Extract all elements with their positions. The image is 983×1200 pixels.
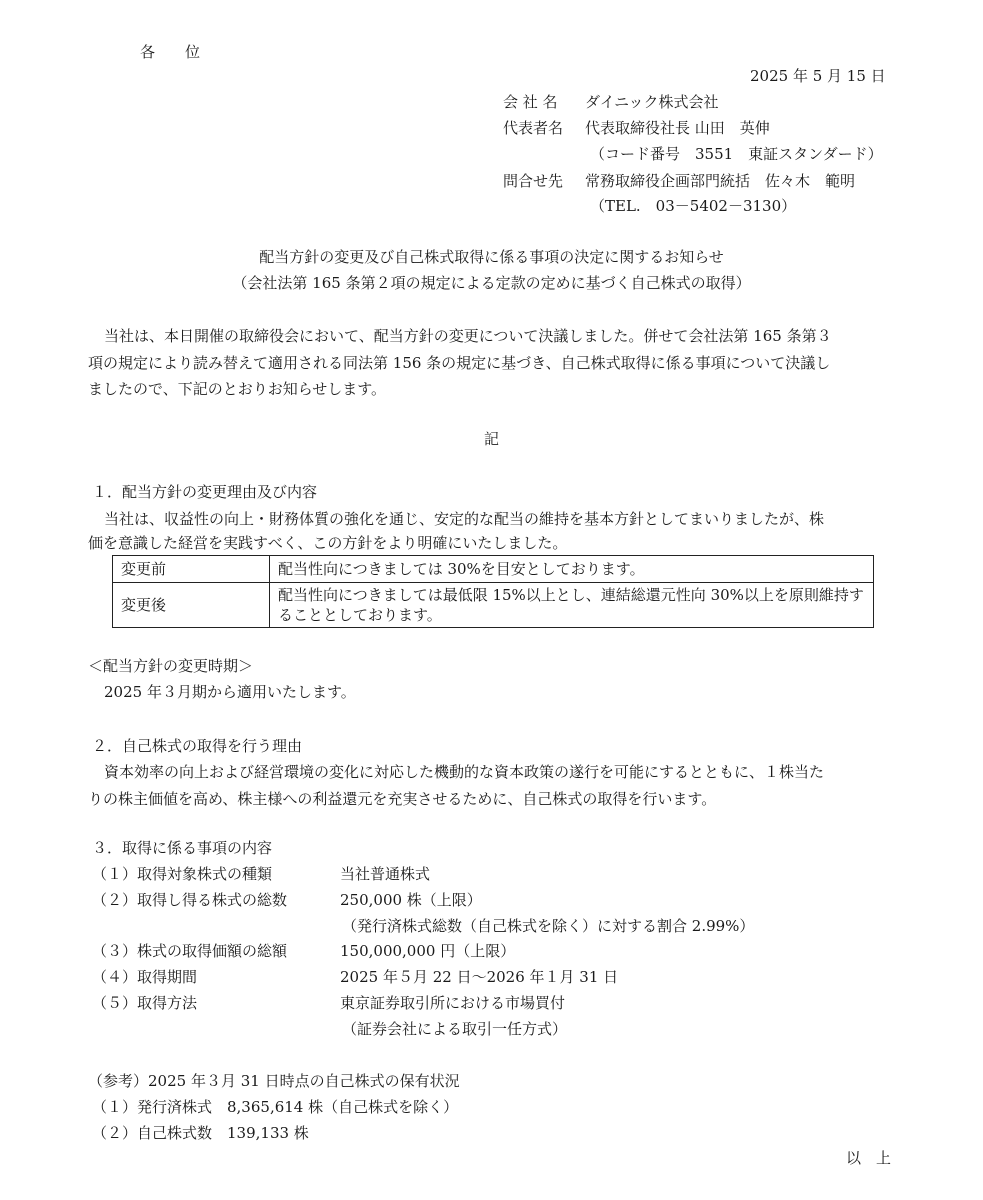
- ki-marker: 記: [483, 430, 499, 448]
- section2-body-line: りの株主価値を高め、株主様への利益還元を充実させるために、自己株式の取得を行います。: [88, 790, 717, 808]
- reference-heading: （参考）2025 年３月 31 日時点の自己株式の保有状況: [88, 1072, 460, 1090]
- detail-value: （証券会社による取引一任方式）: [342, 1020, 568, 1038]
- dividend-policy-table: [112, 555, 874, 628]
- contact-phone: （TEL. 03－5402－3130）: [590, 197, 797, 215]
- table-cell-label: 変更前: [113, 556, 270, 583]
- closing: 以 上: [846, 1149, 892, 1167]
- detail-label: （４）取得期間: [92, 968, 198, 986]
- section2-body-line: 資本効率の向上および経営環境の変化に対応した機動的な資本政策の遂行を可能にするとともに、１株当た: [104, 763, 825, 781]
- reference-item: （２）自己株式数 139,133 株: [92, 1124, 309, 1142]
- detail-value: （発行済株式総数（自己株式を除く）に対する割合 2.99%）: [342, 917, 755, 935]
- section1-body-line: 当社は、収益性の向上・財務体質の強化を通じ、安定的な配当の維持を基本方針としてまいりましたが、株: [104, 510, 825, 528]
- detail-value: 150,000,000 円（上限）: [340, 942, 516, 960]
- intro-line: 当社は、本日開催の取締役会において、配当方針の変更について決議しました。併せて会社法第 165 条第３: [104, 327, 832, 345]
- section1-body-line: 価を意識した経営を実践すべく、この方針をより明確にいたしました。: [88, 534, 568, 552]
- table-cell-text: 配当性向につきましては 30%を目安としております。: [270, 556, 874, 583]
- timing-body: 2025 年３月期から適用いたします。: [104, 683, 356, 701]
- company-name: ダイニック株式会社: [585, 93, 719, 111]
- addressee: 各 位: [140, 43, 201, 61]
- section2-heading: ２．自己株式の取得を行う理由: [92, 737, 303, 755]
- company-name-label: 会 社 名: [503, 93, 558, 111]
- detail-label: （３）株式の取得価額の総額: [92, 942, 288, 960]
- section1-heading: １．配当方針の変更理由及び内容: [92, 483, 318, 501]
- contact-label: 問合せ先: [503, 172, 564, 190]
- representative: 代表取締役社長 山田 英伸: [585, 119, 770, 137]
- table-cell-label: 変更後: [113, 583, 270, 628]
- section3-heading: ３．取得に係る事項の内容: [92, 839, 273, 857]
- detail-label: （２）取得し得る株式の総数: [92, 891, 288, 909]
- document-title: 配当方針の変更及び自己株式取得に係る事項の決定に関するお知らせ: [259, 248, 724, 266]
- document-subtitle: （会社法第 165 条第２項の規定による定款の定めに基づく自己株式の取得）: [232, 274, 751, 292]
- detail-value: 東京証券取引所における市場買付: [340, 994, 566, 1012]
- timing-heading: ＜配当方針の変更時期＞: [88, 657, 254, 675]
- detail-value: 2025 年５月 22 日～2026 年１月 31 日: [340, 968, 619, 986]
- representative-label: 代表者名: [503, 119, 564, 137]
- detail-label: （５）取得方法: [92, 994, 198, 1012]
- intro-line: 項の規定により読み替えて適用される同法第 156 条の規定に基づき、自己株式取得に係る事項について決議し: [88, 354, 831, 372]
- contact-person: 常務取締役企画部門統括 佐々木 範明: [585, 172, 856, 190]
- stock-code: （コード番号 3551 東証スタンダード）: [590, 145, 883, 163]
- detail-value: 250,000 株（上限）: [340, 891, 482, 909]
- reference-item: （１）発行済株式 8,365,614 株（自己株式を除く）: [92, 1098, 459, 1116]
- detail-label: （１）取得対象株式の種類: [92, 865, 273, 883]
- intro-line: ましたので、下記のとおりお知らせします。: [88, 380, 387, 398]
- table-row: [113, 583, 874, 628]
- table-row: [113, 556, 874, 583]
- table-cell-text: 配当性向につきましては最低限 15%以上とし、連結総還元性向 30%以上を原則維持することとしております。: [270, 583, 874, 628]
- document-date: 2025 年 5 月 15 日: [750, 67, 886, 85]
- detail-value: 当社普通株式: [340, 865, 431, 883]
